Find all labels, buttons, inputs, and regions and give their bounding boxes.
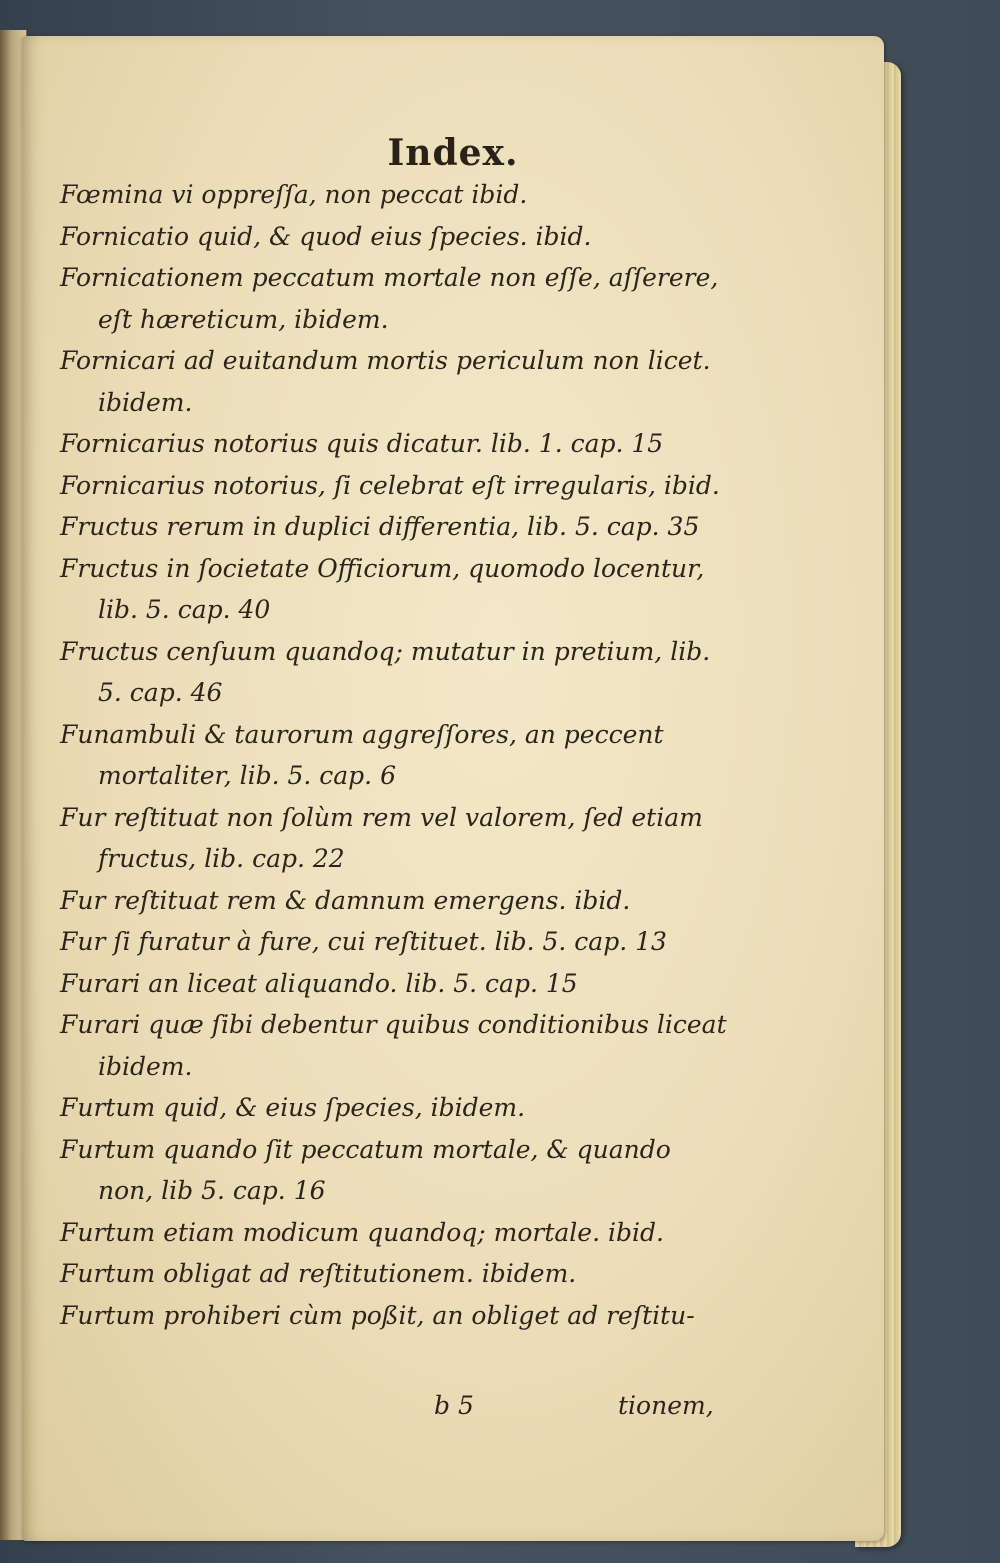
index-entry <box>60 1087 770 1129</box>
index-entry <box>60 921 770 963</box>
entry-line: Fur reſtituat rem & damnum emergens. ibid. <box>60 885 631 915</box>
entry-line: Furtum etiam modicum quandoq; mortale. ibid. <box>60 1217 664 1247</box>
index-entry <box>60 506 770 548</box>
entry-line: Fornicatio quid, & quod eius ſpecies. ibid. <box>60 221 592 251</box>
index-entry <box>60 340 770 423</box>
entry-continuation-line: ibidem. <box>98 1051 193 1081</box>
entry-continuation-line: mortaliter, lib. 5. cap. 6 <box>98 761 396 790</box>
index-entry <box>60 423 770 465</box>
index-entry <box>60 216 770 258</box>
entry-line: Furtum quando ſit peccatum mortale, & quando <box>60 1134 671 1164</box>
entry-continuation-line: 5. cap. 46 <box>98 678 223 707</box>
entry-line: Furtum quid, & eius ſpecies, ibidem. <box>60 1093 526 1122</box>
entry-line: Fructus rerum in duplici differentia, lib. 5. cap. 35 <box>60 512 700 541</box>
signature-mark: b 5 <box>434 1391 474 1420</box>
index-entry <box>60 1295 770 1337</box>
entry-continuation-line: fructus, lib. cap. 22 <box>98 844 345 873</box>
index-entry <box>60 714 770 797</box>
entry-continuation-line: non, lib 5. cap. 16 <box>98 1176 326 1205</box>
index-entry <box>60 963 770 1005</box>
entry-line: Fœmina vi oppreſſa, non peccat ibid. <box>60 180 528 209</box>
index-entry <box>60 631 770 714</box>
catchword: tionem, <box>618 1391 714 1420</box>
entry-line: Fructus cenſuum quandoq; mutatur in pretium, lib. <box>60 636 711 666</box>
entry-line: Furari an liceat aliquando. lib. 5. cap. 15 <box>60 968 578 998</box>
entry-line: Funambuli & taurorum aggreſſores, an peccent <box>60 719 664 749</box>
entry-line: Furtum prohiberi cùm poßit, an obliget ad reſtitu- <box>60 1300 695 1330</box>
index-entries <box>60 174 770 1336</box>
entry-line: Fornicari ad euitandum mortis periculum non licet. <box>60 346 711 375</box>
index-entry <box>60 1004 770 1087</box>
index-entry <box>60 465 770 507</box>
entry-line: Fornicarius notorius quis dicatur. lib. 1. cap. 15 <box>60 429 664 458</box>
entry-line: Fructus in ſocietate Officiorum, quomodo locentur, <box>60 553 705 583</box>
entry-line: Furtum obligat ad reſtitutionem. ibidem. <box>60 1259 577 1288</box>
entry-line: Fornicationem peccatum mortale non eſſe, aſſerere, <box>60 263 719 292</box>
index-entry <box>60 174 770 216</box>
page-header: Index. <box>387 132 519 174</box>
index-entry <box>60 797 770 880</box>
entry-continuation-line: eſt hæreticum, ibidem. <box>98 304 389 334</box>
index-entry <box>60 1212 770 1254</box>
index-entry <box>60 548 770 631</box>
index-entry <box>60 257 770 340</box>
book-page <box>22 36 884 1541</box>
entry-line: Fornicarius notorius, ſi celebrat eſt irregularis, ibid. <box>60 470 720 500</box>
entry-line: Furari quæ ſibi debentur quibus conditionibus liceat <box>60 1010 727 1039</box>
page-footer <box>22 1391 884 1433</box>
index-entry <box>60 1129 770 1212</box>
entry-continuation-line: lib. 5. cap. 40 <box>98 595 271 624</box>
index-entry <box>60 880 770 922</box>
entry-line: Fur reſtituat non ſolùm rem vel valorem, ſed etiam <box>60 802 703 832</box>
index-entry <box>60 1253 770 1295</box>
entry-continuation-line: ibidem. <box>98 387 193 417</box>
entry-line: Fur ſi furatur à fure, cui reſtituet. lib. 5. cap. 13 <box>60 927 667 956</box>
